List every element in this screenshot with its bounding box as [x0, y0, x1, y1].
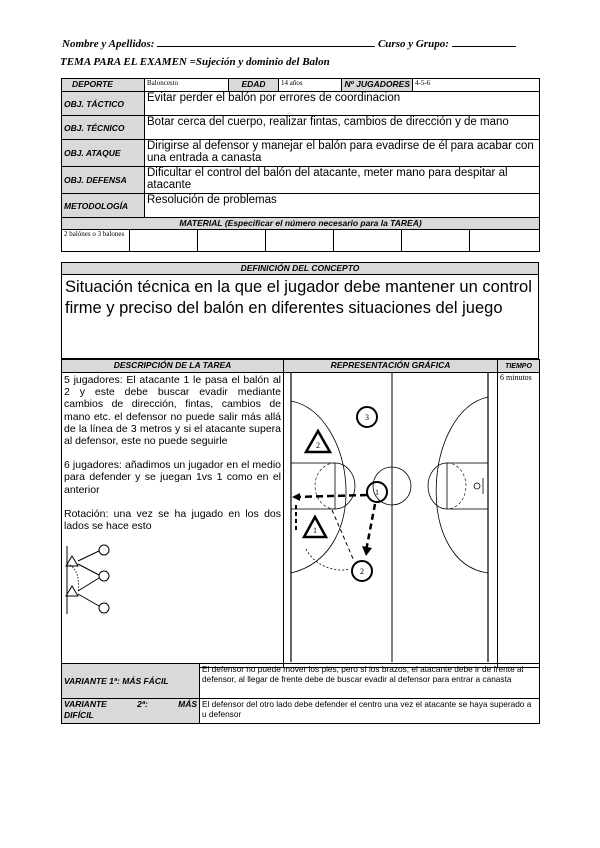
obj-defensa-value: Dificultar el control del balón del atacante, meter mano para despitar al atacante — [145, 167, 540, 194]
metodologia-value: Resolución de problemas — [145, 194, 540, 218]
task-description — [62, 373, 284, 668]
metodologia-label: METODOLOGÍA — [62, 194, 145, 218]
material-title: MATERIAL (Especificar el número necesario para la TAREA) — [62, 218, 540, 230]
group-field[interactable] — [452, 36, 516, 47]
definition-table — [61, 262, 539, 359]
definition-text: Situación técnica en la que el jugador debe mantener un control firme y preciso del balón en diferentes situaciones del juego — [62, 275, 539, 359]
jugadores-value: 4-5-6 — [413, 79, 540, 92]
attacker-1-label: 1 — [375, 488, 379, 497]
attacker-2-label: 2 — [360, 567, 364, 576]
variant-2-label-part4: DIFÍCIL — [64, 710, 94, 720]
obj-ataque-value: Dirigirse al defensor y manejar el balón para evadirse de él para acabar con una entrada a canasta — [145, 140, 540, 167]
material-item-3[interactable] — [198, 230, 266, 252]
objectives-table — [61, 91, 540, 218]
variants-table — [61, 663, 540, 724]
time-value: 6 minutos — [498, 373, 540, 668]
obj-tactico-value: Evitar perder el balón por errores de coordinacion — [145, 92, 540, 116]
group-label: Curso y Grupo: — [377, 38, 449, 50]
dribble-path — [366, 504, 375, 551]
edad-label: EDAD — [229, 79, 279, 92]
graphic-cell — [284, 373, 498, 668]
material-table — [61, 217, 540, 252]
attacker-3-label: 3 — [365, 413, 369, 422]
material-item-6[interactable] — [402, 230, 470, 252]
deporte-label: DEPORTE — [62, 79, 145, 92]
time-title: TIEMPO — [498, 360, 540, 373]
variant-2-label — [62, 699, 200, 724]
name-field[interactable] — [157, 36, 375, 47]
obj-tecnico-label: OBJ. TÉCNICO — [62, 116, 145, 140]
task-paragraph-2: 6 jugadores: añadimos un jugador en el medio para defender y se juegan 1vs 1 como en el anterior — [64, 459, 281, 496]
material-item-7[interactable] — [470, 230, 540, 252]
variant-2-label-part2: 2ª: — [137, 699, 148, 709]
name-label: Nombre y Apellidos: — [62, 38, 155, 50]
deporte-value: Baloncesto — [145, 79, 229, 92]
material-item-2[interactable] — [130, 230, 198, 252]
task-paragraph-1: 5 jugadores: El atacante 1 le pasa el balón al 2 y este debe buscar evadir mediante cambios de dirección, fintas, cambios de mano etc. el defensor no puede salir más allá de la línea de 3 metros y si el atacante supera al defensor, este no puede seguirle — [64, 374, 281, 448]
variant-1-label: VARIANTE 1ª: MÁS FÁCIL — [62, 664, 200, 699]
info-table — [61, 78, 540, 92]
variant-2-text: El defensor del otro lado debe defender el centro una vez el atacante se haya superado a u defensor — [200, 699, 540, 724]
header-line — [62, 36, 542, 50]
defender-2-label: 2 — [316, 441, 320, 450]
variant-2-label-part3: MÁS — [178, 699, 197, 709]
desc-title: DESCRIPCIÓN DE LA TAREA — [62, 360, 284, 373]
variant-1-text: El defensor no puede mover los pies, pero sí los brazos, el atacante debe ir de frente al defensor, al llegar de frente debe de buscar evadir al defensor para entrar a canasta — [200, 664, 540, 699]
task-table — [61, 359, 540, 668]
court-diagram — [284, 373, 498, 662]
material-item-1: 2 balónes o 3 balones — [62, 230, 130, 252]
edad-value: 14 años — [279, 79, 342, 92]
obj-tactico-label: OBJ. TÁCTICO — [62, 92, 145, 116]
obj-tecnico-value: Botar cerca del cuerpo, realizar fintas, cambios de dirección y de mano — [145, 116, 540, 140]
graphic-title: REPRESENTACIÓN GRÁFICA — [284, 360, 498, 373]
pass-line — [296, 495, 367, 497]
obj-defensa-label: OBJ. DEFENSA — [62, 167, 145, 194]
defender-1-label: 1 — [313, 526, 317, 535]
material-item-5[interactable] — [334, 230, 402, 252]
exam-theme: TEMA PARA EL EXAMEN =Sujeción y dominio del Balon — [60, 56, 330, 68]
variant-2-label-part1: VARIANTE — [64, 699, 107, 709]
definition-title: DEFINICIÓN DEL CONCEPTO — [62, 263, 539, 275]
jugadores-label: Nº JUGADORES — [342, 79, 413, 92]
task-paragraph-3: Rotación: una vez se ha jugado en los dos lados se hace esto — [64, 507, 281, 533]
material-item-4[interactable] — [266, 230, 334, 252]
obj-ataque-label: OBJ. ATAQUE — [62, 140, 145, 167]
rotation-diagram — [64, 536, 114, 616]
